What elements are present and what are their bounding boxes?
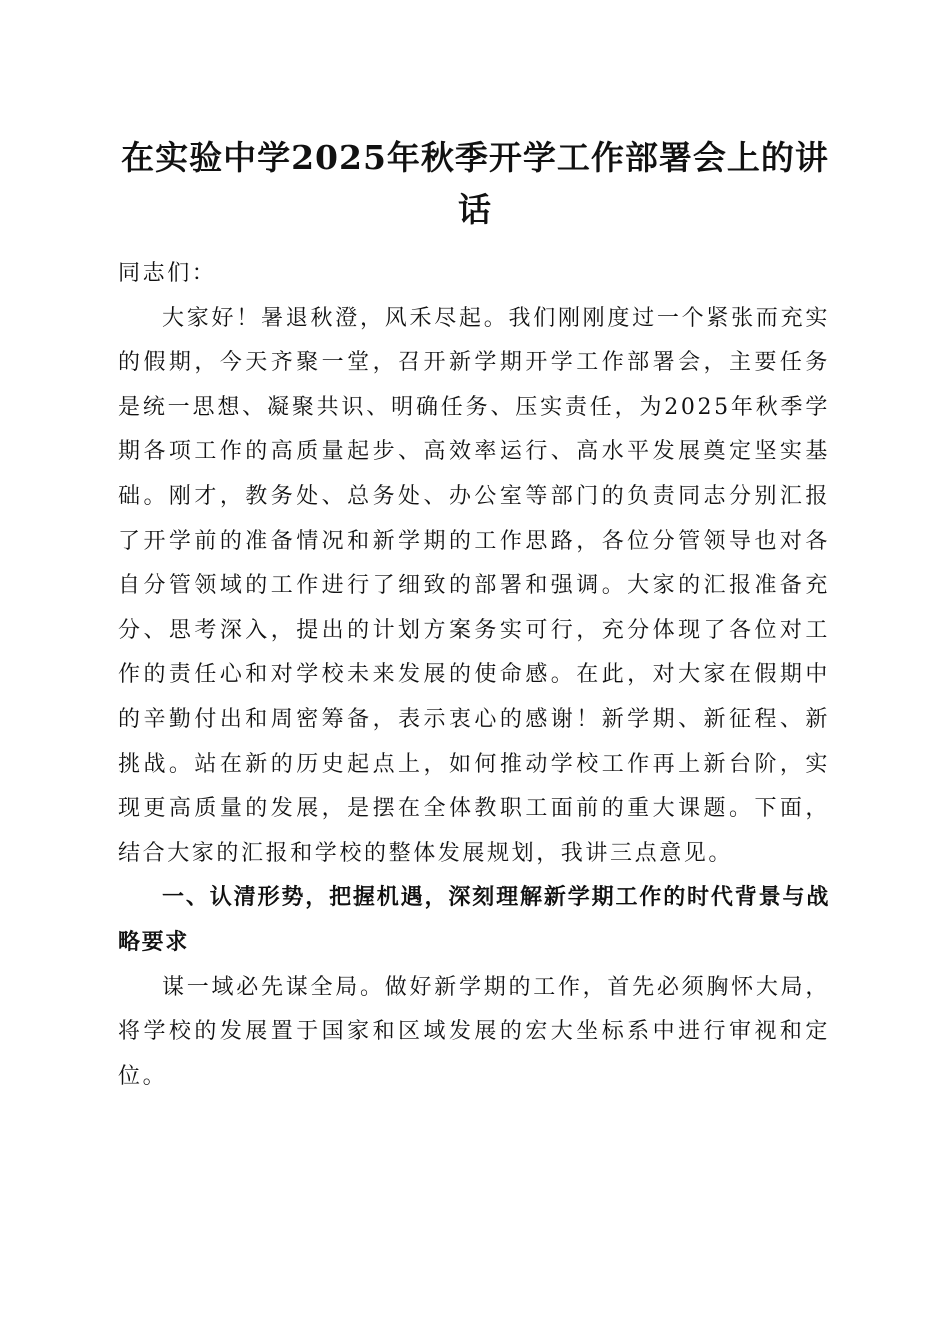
document-body bbox=[118, 252, 830, 1099]
section-1-paragraph: 谋一域必先谋全局。做好新学期的工作，首先必须胸怀大局，将学校的发展置于国家和区域发展的宏大坐标系中进行审视和定位。 bbox=[118, 974, 830, 1089]
opening-paragraph: 大家好！暑退秋澄，风禾尽起。我们刚刚度过一个紧张而充实的假期，今天齐聚一堂，召开新学期开学工作部署会，主要任务是统一思想、凝聚共识、明确任务、压实责任，为2025年秋季学期各项工作的高质量起步、高效率运行、高水平发展奠定坚实基础。刚才，教务处、总务处、办公室等部门的负责同志分别汇报了开学前的准备情况和新学期的工作思路，各位分管领导也对各自分管领域的工作进行了细致的部署和强调。大家的汇报准备充分、思考深入，提出的计划方案务实可行，充分体现了各位对工作的责任心和对学校未来发展的使命感。在此，对大家在假期中的辛勤付出和周密筹备，表示衷心的感谢！新学期、新征程、新挑战。站在新的历史起点上，如何推动学校工作再上新台阶，实现更高质量的发展，是摆在全体教职工面前的重大课题。下面，结合大家的汇报和学校的整体发展规划，我讲三点意见。 bbox=[118, 305, 830, 866]
document-title: 在实验中学2025年秋季开学工作部署会上的讲话 bbox=[121, 138, 829, 229]
section-heading-1: 一、认清形势，把握机遇，深刻理解新学期工作的时代背景与战略要求 bbox=[118, 885, 830, 955]
salutation: 同志们： bbox=[118, 261, 217, 286]
